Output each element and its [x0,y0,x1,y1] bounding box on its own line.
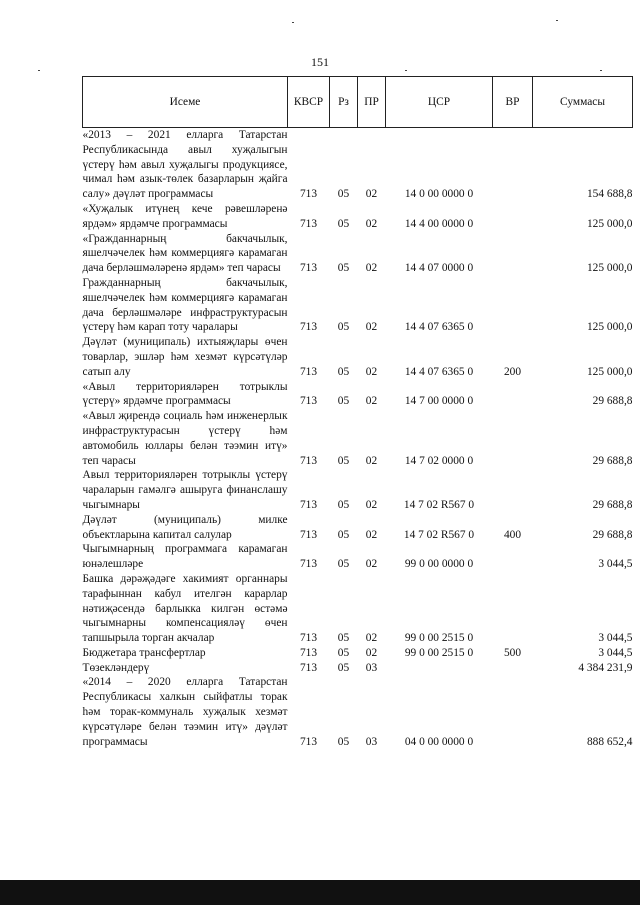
cell-vr [493,128,533,202]
cell-pr: 02 [365,217,378,230]
cell-sum: 3 044,5 [598,558,633,571]
cell-rz: 05 [337,262,350,275]
scan-bottom-edge [0,880,640,905]
cell-name: Дәүләт (муниципаль) ихтыяҗлары өчен товарлар, эшләр һәм хезмәт күрсәтүләр сатып алу [82,336,288,378]
table-row [83,335,633,379]
cell-csr: 14 0 00 0000 0 [404,188,474,201]
table-row [83,202,633,232]
table-row [83,661,633,676]
cell-pr: 02 [365,558,378,571]
cell-rz: 05 [337,395,350,408]
header-vr: ВР [493,77,533,128]
cell-pr: 02 [365,528,378,541]
table-row [83,468,633,512]
cell-pr: 03 [365,735,378,748]
cell-pr: 02 [365,632,378,645]
cell-vr [493,572,533,646]
cell-vr [493,409,533,468]
cell-rz: 05 [337,661,350,674]
cell-rz: 05 [337,558,350,571]
cell-kvsr: 713 [299,735,318,748]
cell-rz: 05 [337,528,350,541]
header-name: Исеме [83,77,288,128]
cell-pr: 02 [365,188,378,201]
cell-sum: 29 688,8 [592,498,633,511]
scan-speck [556,20,558,21]
cell-kvsr: 713 [299,365,318,378]
cell-kvsr: 713 [299,188,318,201]
cell-vr [493,675,533,749]
cell-sum: 3 044,5 [598,646,633,659]
cell-pr: 02 [365,646,378,659]
cell-sum: 154 688,8 [586,188,633,201]
cell-csr: 99 0 00 2515 0 [404,632,474,645]
table-row [83,542,633,572]
cell-vr [493,232,533,276]
cell-kvsr: 713 [299,528,318,541]
table-row [83,572,633,646]
cell-vr: 500 [503,646,522,659]
cell-sum: 29 688,8 [592,528,633,541]
cell-vr [493,202,533,232]
scan-speck [600,70,602,71]
cell-pr: 02 [365,454,378,467]
cell-kvsr: 713 [299,217,318,230]
cell-rz: 05 [337,454,350,467]
cell-rz: 05 [337,365,350,378]
cell-name: Бюджетара трансфертлар [82,646,206,659]
header-kvsr: КВСР [288,77,330,128]
cell-pr: 02 [365,262,378,275]
cell-csr: 14 4 07 6365 0 [404,321,474,334]
cell-name: Төзекләндерү [82,661,150,674]
cell-vr [493,542,533,572]
cell-name: Дәүләт (муниципаль) милке объектларына капитал салулар [82,513,288,541]
scan-speck [292,22,294,23]
scan-speck [38,70,40,71]
header-sum: Суммасы [533,77,633,128]
table-row [83,646,633,661]
table-row [83,276,633,335]
cell-name: «2013 – 2021 елларга Татарстан Республикасында авыл хуҗалыгын үстерү һәм авыл хуҗалыгы продукциясе, чимал һәм азык-төлек базарларын җайга салу» дәүләт программасы [82,129,288,201]
cell-csr: 14 4 00 0000 0 [404,217,474,230]
budget-table [82,76,633,749]
scan-speck [405,70,407,71]
cell-name: «Гражданнарның бакчачылык, яшелчәчелек һәм коммерциягә карамаган дача берләшмәләренә ярдәм» теп чарасы [82,232,288,275]
cell-kvsr: 713 [299,632,318,645]
table-row [83,675,633,749]
cell-csr: 14 7 02 R567 0 [403,528,475,541]
cell-name: Башка дәрәҗәдәге хакимият органнары тарафыннан кабул ителгән карарлар нәтиҗәсендә барлыкка килгән өстәмә чыгымнарны компенсацияләү өчен тапшырыла торган акчалар [82,572,288,645]
cell-name: «Авыл җирендә социаль һәм инженерлык инфраструктурасын үстерү һәм автомобиль юллары белән тәэмин итү» теп чарасы [82,410,288,467]
cell-rz: 05 [337,735,350,748]
cell-csr: 99 0 00 0000 0 [404,558,474,571]
table-row [83,380,633,410]
cell-vr: 400 [503,528,522,541]
cell-kvsr: 713 [299,558,318,571]
cell-sum: 29 688,8 [592,454,633,467]
header-csr: ЦСР [386,77,493,128]
cell-sum: 125 000,0 [586,321,633,334]
cell-sum: 125 000,0 [586,217,633,230]
cell-kvsr: 713 [299,498,318,511]
cell-sum: 888 652,4 [586,735,633,748]
cell-csr [386,661,493,676]
cell-name: Гражданнарның бакчачылык, яшелчәчелек һәм коммерциягә карамаган дача берләшмәләре инфраструктурасын үстерү һәм карап тоту чаралары [82,276,288,334]
cell-kvsr: 713 [299,646,318,659]
cell-kvsr: 713 [299,321,318,334]
cell-kvsr: 713 [299,395,318,408]
header-pr: ПР [358,77,386,128]
cell-rz: 05 [337,646,350,659]
cell-rz: 05 [337,632,350,645]
table-row [83,409,633,468]
table-row [83,513,633,543]
cell-name: «2014 – 2020 елларга Татарстан Республикасы халкын сыйфатлы торак һәм торак-коммуналь хуҗалык хезмәт күрсәтүләре белән тәэмин итү» дәүләт программасы [82,676,288,748]
cell-name: Авыл территорияләрен тотрыклы үстерү чараларын гамәлгә ашыруга финанслашу чыгымнары [82,469,288,511]
cell-name: Чыгымнарның программага карамаган юнәлешләре [82,543,288,571]
cell-vr [493,276,533,335]
cell-rz: 05 [337,321,350,334]
header-rz: Рз [330,77,358,128]
cell-kvsr: 713 [299,454,318,467]
cell-vr: 200 [503,365,522,378]
cell-name: «Хуҗалык итүнең кече рәвешләренә ярдәм» ярдәмче программасы [82,202,288,230]
cell-sum: 125 000,0 [586,365,633,378]
cell-vr [493,380,533,410]
cell-rz: 05 [337,498,350,511]
cell-vr [493,661,533,676]
cell-pr: 02 [365,498,378,511]
cell-kvsr: 713 [299,661,318,674]
cell-pr: 02 [365,321,378,334]
cell-sum: 4 384 231,9 [578,661,633,674]
cell-name: «Авыл территорияләрен тотрыклы үстерү» ярдәмче программасы [82,380,288,408]
cell-csr: 14 7 00 0000 0 [404,395,474,408]
cell-csr: 14 4 07 6365 0 [404,365,474,378]
cell-sum: 125 000,0 [586,262,633,275]
table-row [83,232,633,276]
page-number: 151 [311,55,329,69]
cell-pr: 02 [365,395,378,408]
cell-vr [493,468,533,512]
cell-rz: 05 [337,188,350,201]
cell-pr: 02 [365,365,378,378]
cell-kvsr: 713 [299,262,318,275]
cell-sum: 29 688,8 [592,395,633,408]
cell-csr: 04 0 00 0000 0 [404,735,474,748]
cell-sum: 3 044,5 [598,632,633,645]
cell-csr: 14 4 07 0000 0 [404,262,474,275]
cell-rz: 05 [337,217,350,230]
cell-csr: 14 7 02 R567 0 [403,498,475,511]
cell-pr: 03 [365,661,378,674]
cell-csr: 14 7 02 0000 0 [404,454,474,467]
cell-csr: 99 0 00 2515 0 [404,646,474,659]
table-row [83,128,633,202]
table-header-row [83,77,633,128]
